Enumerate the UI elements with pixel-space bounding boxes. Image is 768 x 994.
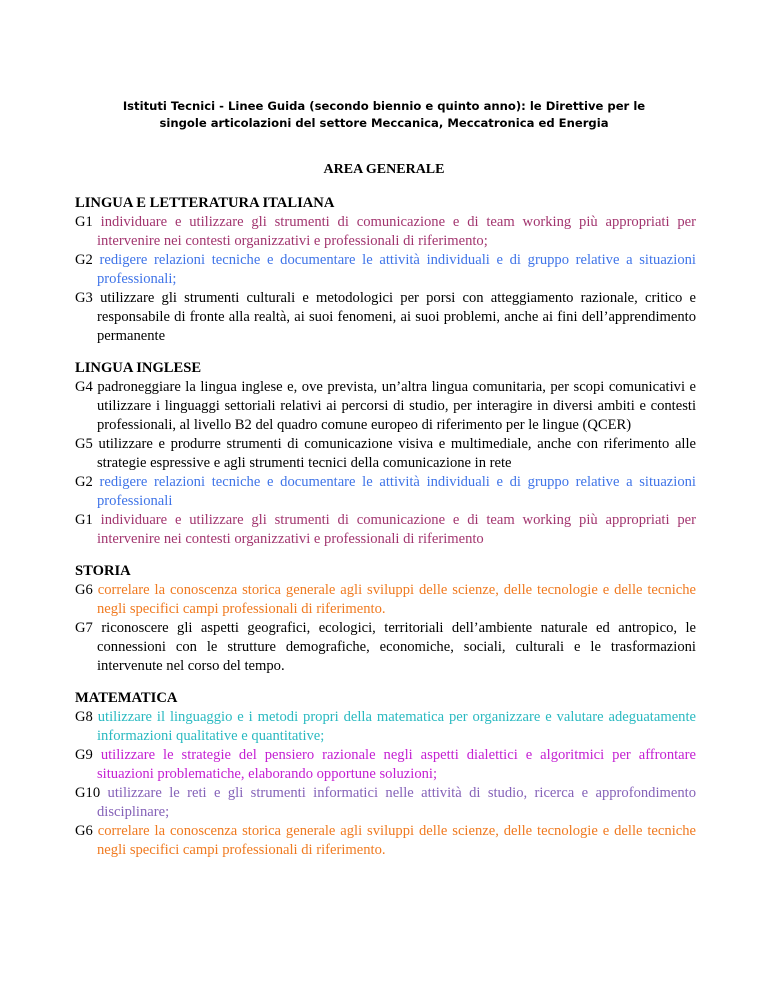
section-title: LINGUA E LETTERATURA ITALIANA xyxy=(75,195,335,211)
competence-text: padroneggiare la lingua inglese e, ove prevista, un’altra lingua comunitaria, per scopi comunicativi e utilizzare i linguaggi settoriali relativi ai percorsi di studio, per interagire in diversi ambiti e contesti professionali, al livello B2 del quadro comune europeo di riferimento per le lingue (QCER) xyxy=(97,379,696,433)
competence-item xyxy=(75,784,696,822)
competence-item xyxy=(75,708,696,746)
competence-item xyxy=(75,619,696,676)
competence-code: G8 xyxy=(75,709,93,725)
competence-text: utilizzare il linguaggio e i metodi propri della matematica per organizzare e valutare adeguatamente informazioni qualitative e quantitative; xyxy=(97,709,696,744)
competence-code: G5 xyxy=(75,436,93,452)
competence-code: G4 xyxy=(75,379,93,395)
section xyxy=(75,359,696,549)
sections-container xyxy=(75,194,696,873)
competence-item xyxy=(75,378,696,435)
competence-code: G2 xyxy=(75,474,93,490)
header-line-1: Istituti Tecnici - Linee Guida (secondo biennio e quinto anno): le Direttive per le xyxy=(122,99,646,113)
document-header xyxy=(100,98,668,132)
competence-item xyxy=(75,581,696,619)
competence-code: G3 xyxy=(75,290,93,306)
competence-code: G1 xyxy=(75,214,93,230)
competence-text: riconoscere gli aspetti geografici, ecologici, territoriali dell’ambiente naturale ed antropico, le connessioni con le strutture demografiche, economiche, sociali, culturali e le trasformazioni intervenute nel corso del tempo. xyxy=(97,620,697,674)
competence-item xyxy=(75,251,696,289)
competence-text: individuare e utilizzare gli strumenti di comunicazione e di team working più appropriati per intervenire nei contesti organizzativi e professionali di riferimento; xyxy=(97,214,696,249)
competence-code: G6 xyxy=(75,823,93,839)
section-title: STORIA xyxy=(75,563,131,579)
competence-item xyxy=(75,435,696,473)
competence-code: G6 xyxy=(75,582,93,598)
competence-code: G7 xyxy=(75,620,93,636)
section xyxy=(75,194,696,346)
competence-item xyxy=(75,511,696,549)
competence-text: utilizzare le strategie del pensiero razionale negli aspetti dialettici e algoritmici per affrontare situazioni problematiche, elaborando opportune soluzioni; xyxy=(97,747,696,782)
competence-text: utilizzare le reti e gli strumenti informatici nelle attività di studio, ricerca e approfondimento disciplinare; xyxy=(97,785,697,820)
competence-item xyxy=(75,746,696,784)
competence-item xyxy=(75,473,696,511)
section xyxy=(75,562,696,676)
section xyxy=(75,689,696,860)
header-line-2: singole articolazioni del settore Meccanica, Meccatronica ed Energia xyxy=(159,116,609,130)
competence-item xyxy=(75,213,696,251)
competence-text: individuare e utilizzare gli strumenti di comunicazione e di team working più appropriati per intervenire nei contesti organizzativi e professionali di riferimento xyxy=(97,512,696,547)
competence-code: G1 xyxy=(75,512,93,528)
competence-item xyxy=(75,822,696,860)
section-title: MATEMATICA xyxy=(75,690,178,706)
competence-code: G2 xyxy=(75,252,93,268)
competence-code: G9 xyxy=(75,747,93,763)
competence-text: utilizzare gli strumenti culturali e metodologici per porsi con atteggiamento razionale, critico e responsabile di fronte alla realtà, ai suoi fenomeni, ai suoi problemi, anche ai fini dell’apprendimento permanente xyxy=(97,290,696,344)
section-title: LINGUA INGLESE xyxy=(75,360,202,376)
competence-text: utilizzare e produrre strumenti di comunicazione visiva e multimediale, anche con riferimento alle strategie espressive e agli strumenti tecnici della comunicazione in rete xyxy=(97,436,697,471)
area-title: AREA GENERALE xyxy=(323,162,445,177)
competence-text: redigere relazioni tecniche e documentare le attività individuali e di gruppo relative a situazioni professionali xyxy=(97,474,696,509)
competence-text: correlare la conoscenza storica generale agli sviluppi delle scienze, delle tecnologie e delle tecniche negli specifici campi professionali di riferimento. xyxy=(97,582,696,617)
competence-item xyxy=(75,289,696,346)
competence-text: correlare la conoscenza storica generale agli sviluppi delle scienze, delle tecnologie e delle tecniche negli specifici campi professionali di riferimento. xyxy=(97,823,696,858)
competence-text: redigere relazioni tecniche e documentare le attività individuali e di gruppo relative a situazioni professionali; xyxy=(97,252,696,287)
competence-code: G10 xyxy=(75,785,101,801)
